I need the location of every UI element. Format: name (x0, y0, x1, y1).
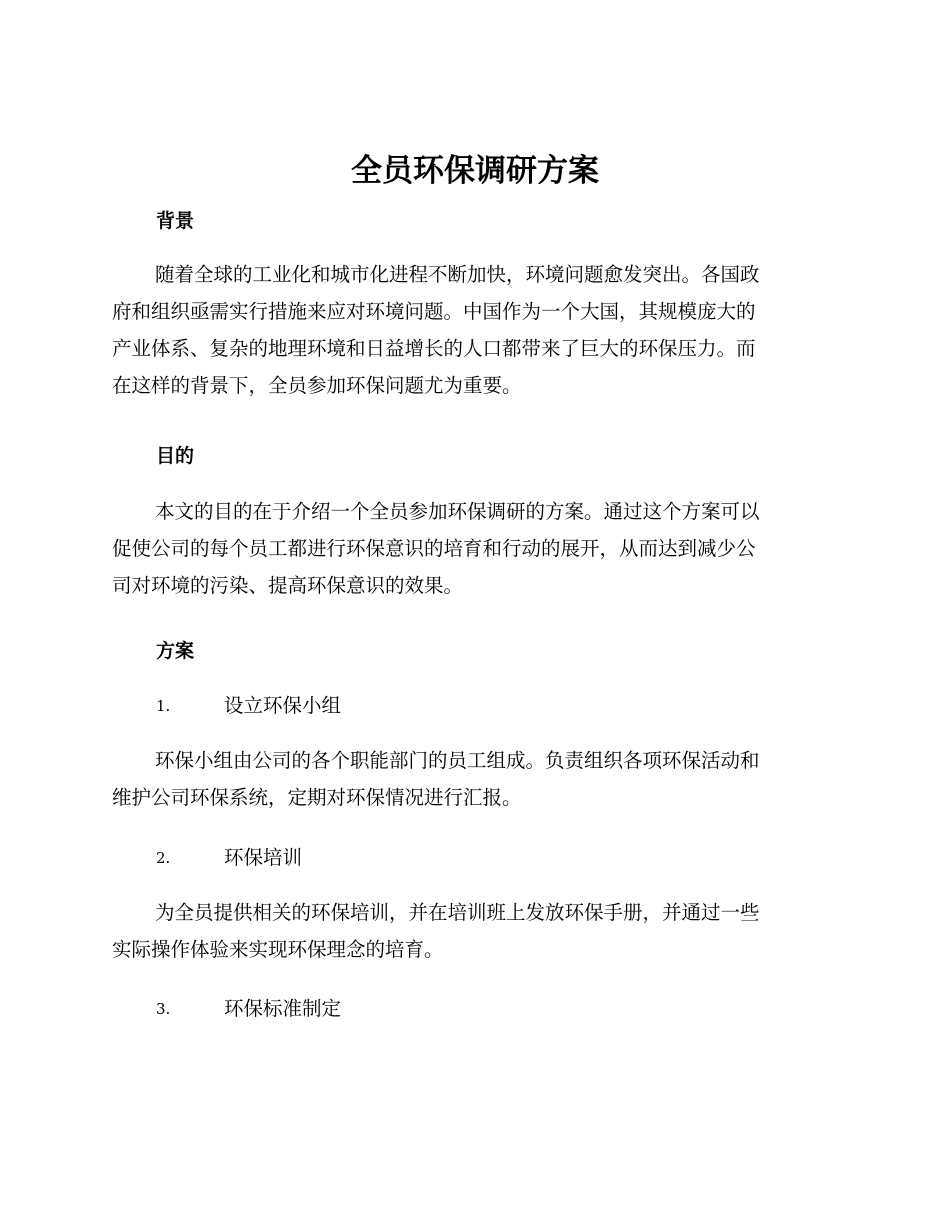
section-heading-background: 背景 (156, 210, 195, 232)
paragraph-line: 实际操作体验来实现环保理念的培育。 (112, 938, 444, 961)
item-number: 3. (156, 1000, 171, 1018)
paragraph-line: 本文的目的在于介绍一个全员参加环保调研的方案。通过这个方案可以 (155, 500, 760, 523)
section-heading-plan: 方案 (156, 640, 195, 662)
paragraph-line: 产业体系、复杂的地理环境和日益增长的人口都带来了巨大的环保压力。而 (112, 337, 756, 360)
item-label: 设立环保小组 (224, 694, 342, 717)
paragraph-line: 司对环境的污染、提高环保意识的效果。 (112, 574, 464, 597)
item-number: 1. (156, 697, 171, 715)
plan-item-1-paragraph (112, 742, 832, 816)
item-number: 2. (156, 849, 171, 867)
plan-item-2-paragraph (112, 894, 832, 968)
paragraph-line: 环保小组由公司的各个职能部门的员工组成。负责组织各项环保活动和 (155, 749, 760, 772)
section-heading-purpose: 目的 (156, 445, 195, 467)
item-label: 环保标准制定 (224, 997, 342, 1020)
purpose-paragraph (112, 493, 832, 604)
background-paragraph (112, 256, 832, 404)
item-label: 环保培训 (224, 846, 303, 869)
paragraph-line: 维护公司环保系统，定期对环保情况进行汇报。 (112, 786, 522, 809)
paragraph-line: 促使公司的每个员工都进行环保意识的培育和行动的展开，从而达到减少公 (112, 537, 756, 560)
page-title: 全员环保调研方案 (351, 153, 599, 189)
paragraph-line: 为全员提供相关的环保培训，并在培训班上发放环保手册，并通过一些 (155, 901, 760, 924)
paragraph-line: 随着全球的工业化和城市化进程不断加快，环境问题愈发突出。各国政 (155, 263, 760, 286)
paragraph-line: 府和组织亟需实行措施来应对环境问题。中国作为一个大国，其规模庞大的 (112, 300, 756, 323)
paragraph-line: 在这样的背景下，全员参加环保问题尤为重要。 (112, 374, 522, 397)
